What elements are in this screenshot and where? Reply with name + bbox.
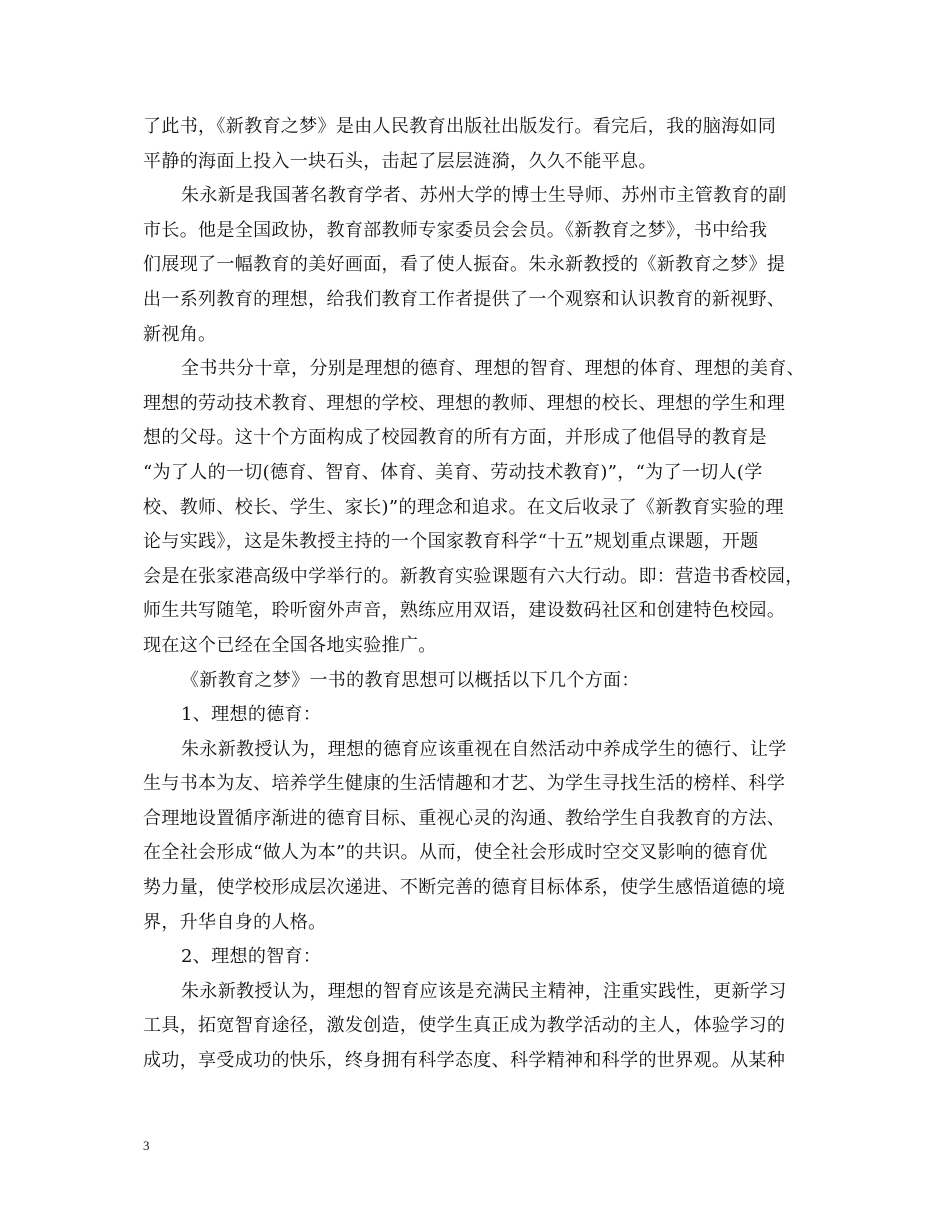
text-line: 现在这个已经在全国各地实验推广。 [143, 634, 437, 656]
text-line: 合理地设置循序渐进的德育目标、重视心灵的沟通、教给学生自我教育的方法、 [143, 807, 786, 829]
text-line: 朱永新是我国著名教育学者、苏州大学的博士生导师、苏州市主管教育的副 [181, 185, 787, 207]
text-line: 成功，享受成功的快乐，终身拥有科学态度、科学精神和科学的世界观。从某种 [143, 1050, 786, 1072]
body-text [143, 110, 815, 1079]
page-number: 3 [143, 1138, 150, 1153]
text-line: 朱永新教授认为，理想的智育应该是充满民主精神，注重实践性，更新学习 [181, 980, 787, 1002]
text-line: 界，升华自身的人格。 [143, 911, 327, 933]
text-line: 朱永新教授认为，理想的德育应该重视在自然活动中养成学生的德行、让学 [181, 738, 787, 760]
text-line: 了此书，《新教育之梦》是由人民教育出版社出版发行。看完后，我的脑海如同 [143, 116, 777, 137]
text-line: “为了人的一切(德育、智育、体育、美育、劳动技术教育)”，“为了一切人(学 [143, 461, 763, 483]
text-line: 校、教师、校长、学生、家长)”的理念和追求。在文后收录了《新教育实验的理 [143, 496, 784, 518]
text-line: 生与书本为友、培养学生健康的生活情趣和才艺、为学生寻找生活的榜样、科学 [143, 773, 786, 795]
text-line: 新视角。 [143, 323, 217, 345]
text-line: 在全社会形成“做人为本”的共识。从而，使全社会形成时空交叉影响的德育优 [143, 842, 768, 864]
text-line: 出一系列教育的理想，给我们教育工作者提供了一个观察和认识教育的新视野、 [143, 288, 786, 310]
text-line: 理想的劳动技术教育、理想的学校、理想的教师、理想的校长、理想的学生和理 [143, 392, 786, 414]
text-line: 会是在张家港高级中学举行的。新教育实验课题有六大行动。即：营造书香校园， [143, 565, 804, 587]
text-line: 《新教育之梦》一书的教育思想可以概括以下几个方面： [181, 669, 640, 691]
text-line: 工具，拓宽智育途径，激发创造，使学生真正成为教学活动的主人，体验学习的 [143, 1015, 786, 1037]
text-line: 势力量，使学校形成层次递进、不断完善的德育目标体系，使学生感悟道德的境 [143, 877, 786, 899]
text-line: 们展现了一幅教育的美好画面，看了使人振奋。朱永新教授的《新教育之梦》提 [143, 254, 786, 276]
text-line: 平静的海面上投入一块石头，击起了层层涟漪，久久不能平息。 [143, 150, 657, 172]
text-line: 市长。他是全国政协，教育部教师专家委员会会员。《新教育之梦》，书中给我 [143, 219, 768, 241]
text-line: 师生共写随笔，聆听窗外声音，熟练应用双语，建设数码社区和创建特色校园。 [143, 600, 786, 622]
text-line: 想的父母。这十个方面构成了校园教育的所有方面，并形成了他倡导的教育是 [143, 427, 767, 449]
text-line: 1、理想的德育： [181, 704, 322, 726]
text-line: 论与实践》，这是朱教授主持的一个国家教育科学“十五”规划重点课题，开题 [143, 531, 759, 553]
text-line: 2、理想的智育： [181, 946, 322, 968]
text-line: 全书共分十章，分别是理想的德育、理想的智育、理想的体育、理想的美育、 [181, 358, 805, 380]
